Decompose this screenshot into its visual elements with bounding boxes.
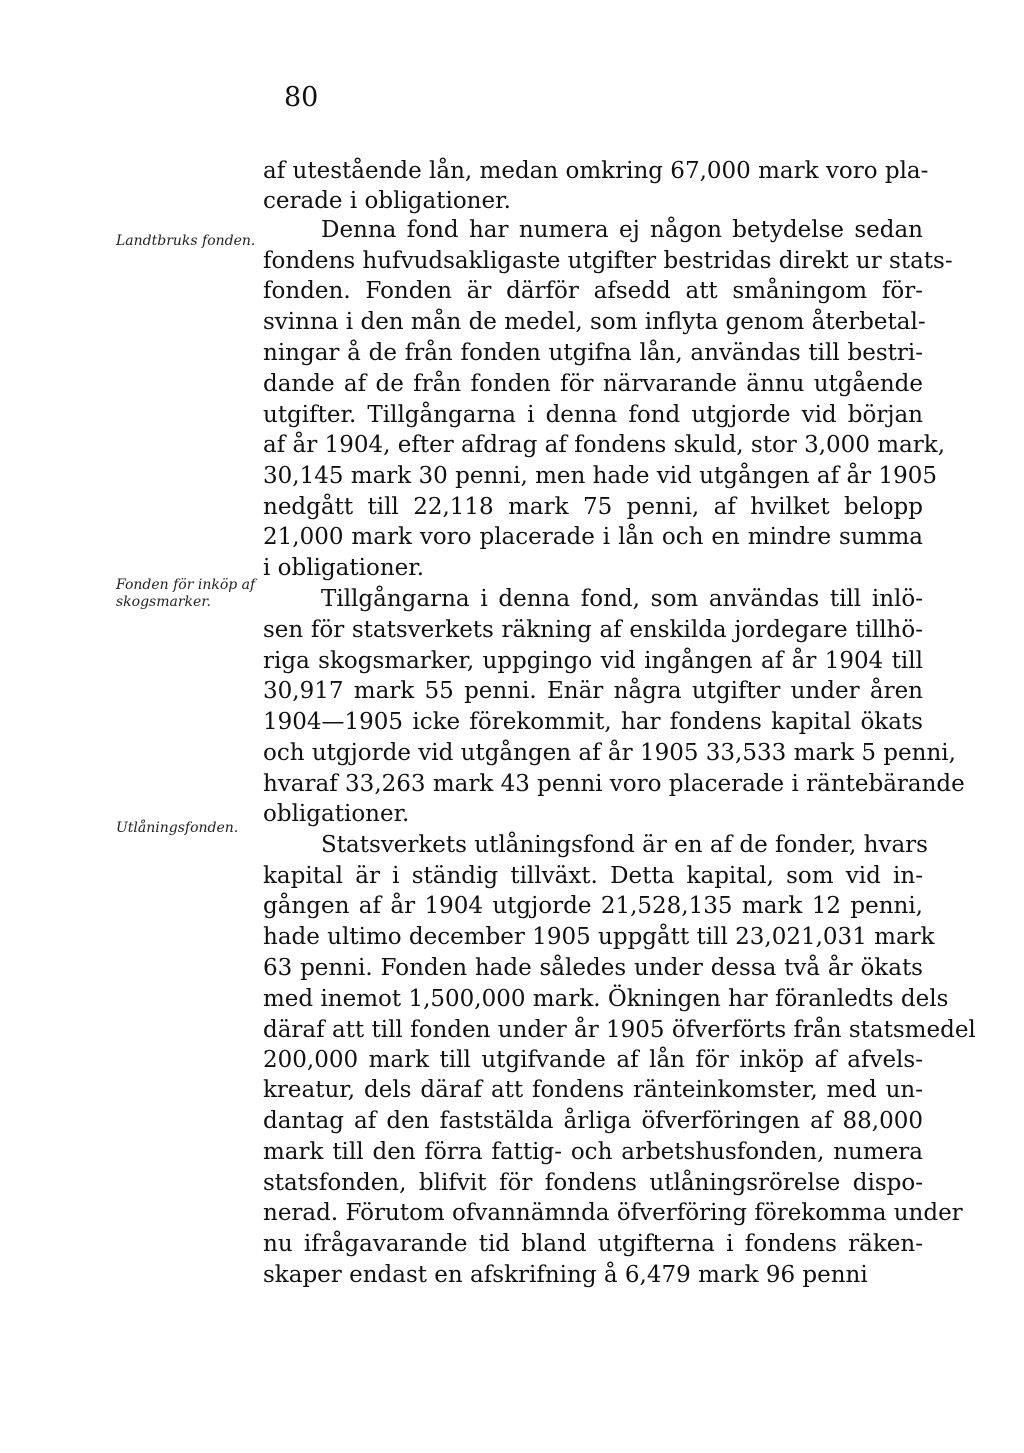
page-number: 80 [284,82,319,113]
body-line: Denna fond har numera ej någon betydelse sedan [321,217,923,243]
body-line: fondens hufvudsakligaste utgifter bestridas direkt ur stats- [263,248,953,274]
body-line: hvaraf 33,263 mark 43 penni voro placerade i räntebärande [263,771,965,797]
body-line: fonden. Fonden är därför afsedd att småningom för- [263,278,923,304]
body-line: 30,917 mark 55 penni. Enär några utgifter under åren [263,678,923,704]
body-line: i obligationer. [263,555,425,581]
body-line: och utgjorde vid utgången af år 1905 33,533 mark 5 penni, [263,740,956,766]
body-line: nerad. Förutom ofvannämnda öfverföring förekomma under [263,1200,963,1226]
body-line: riga skogsmarker, uppgingo vid ingången af år 1904 till [263,648,923,674]
body-line: ningar å de från fonden utgifna lån, användas till bestri- [263,340,923,366]
marginal-note-skogsmarker: Fonden för inköp af skogsmarker. [116,577,256,610]
body-line: kapital är i ständig tillväxt. Detta kapital, som vid in- [263,863,923,889]
body-line: nu ifrågavarande tid bland utgifterna i fondens räken- [263,1231,923,1257]
body-line: Tillgångarna i denna fond, som användas till inlö- [321,586,923,612]
body-line: dande af de från fonden för närvarande ännu utgående [263,371,923,397]
body-line: 200,000 mark till utgifvande af lån för inköp af afvels- [263,1047,923,1073]
body-line: af år 1904, efter afdrag af fondens skuld, stor 3,000 mark, [263,432,946,458]
body-line: 30,145 mark 30 penni, men hade vid utgången af år 1905 [263,463,938,489]
body-line: statsfonden, blifvit för fondens utlåningsrörelse dispo- [263,1170,923,1196]
body-line: 21,000 mark voro placerade i lån och en mindre summa [263,524,923,550]
body-line: mark till den förra fattig- och arbetshusfonden, numera [263,1139,923,1165]
body-line: cerade i obligationer. [263,188,511,214]
body-line: utgifter. Tillgångarna i denna fond utgjorde vid början [263,402,923,428]
body-line: med inemot 1,500,000 mark. Ökningen har föranledts dels [263,986,949,1012]
body-line: Statsverkets utlåningsfond är en af de fonder, hvars [321,832,928,858]
body-line: 1904—1905 icke förekommit, har fondens kapital ökats [263,709,923,735]
body-line: hade ultimo december 1905 uppgått till 23,021,031 mark [263,924,935,950]
body-line: af utestående lån, medan omkring 67,000 mark voro pla- [263,158,929,184]
marginal-note-landtbruksfonden: Landtbruks fonden. [116,233,256,249]
body-line: däraf att till fonden under år 1905 öfverförts från statsmedel [263,1017,976,1043]
body-line: obligationer. [263,801,410,827]
body-line: 63 penni. Fonden hade således under dessa två år ökats [263,955,923,981]
body-line: svinna i den mån de medel, som inflyta genom återbetal- [263,309,926,335]
body-line: gången af år 1904 utgjorde 21,528,135 mark 12 penni, [263,893,923,919]
body-line: sen för statsverkets räkning af enskilda jordegare tillhö- [263,617,923,643]
body-line: skaper endast en afskrifning å 6,479 mark 96 penni [263,1262,868,1288]
marginal-note-utlaningsfonden: Utlåningsfonden. [116,820,239,836]
body-line: dantag af den faststälda årliga öfverföringen af 88,000 [263,1108,923,1134]
body-line: nedgått till 22,118 mark 75 penni, af hvilket belopp [263,494,923,520]
body-line: kreatur, dels däraf att fondens ränteinkomster, med un- [263,1077,923,1103]
